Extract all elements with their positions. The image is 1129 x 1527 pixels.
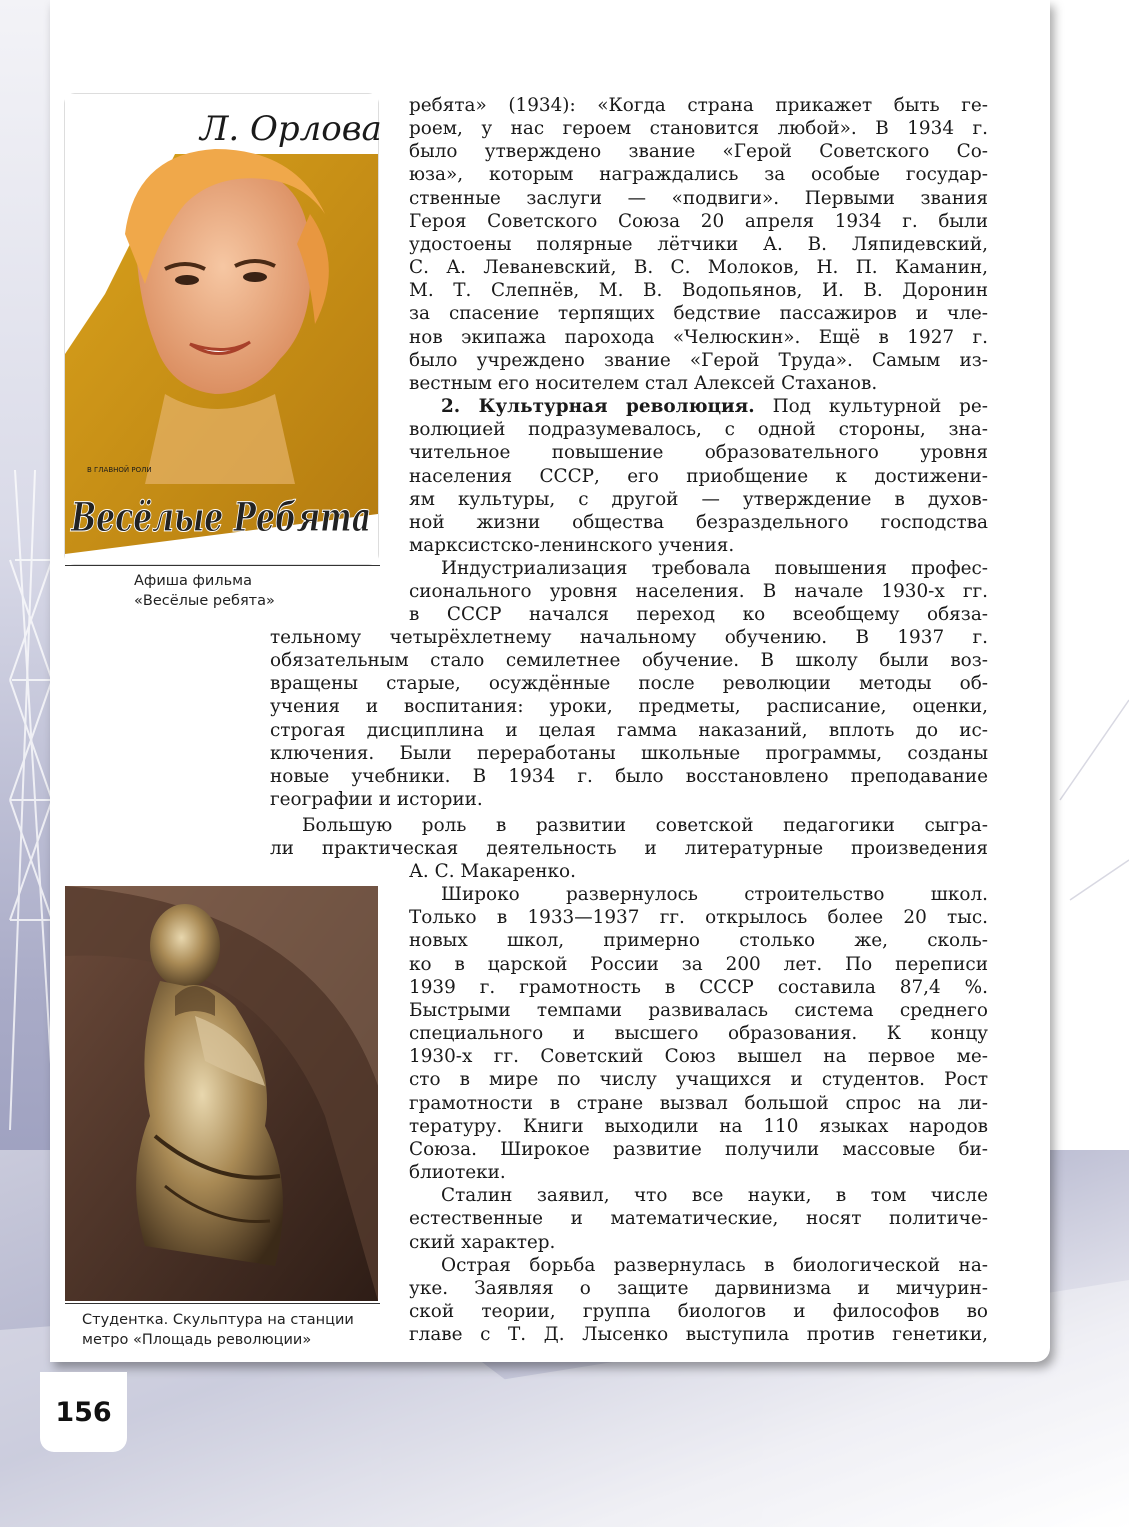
sculpture-photo bbox=[65, 886, 378, 1301]
text-line: нов экипажа парохода «Челюскин». Ещё в 1927 г. bbox=[409, 326, 988, 348]
text-line: Героя Советского Союза 20 апреля 1934 г. были bbox=[409, 210, 988, 232]
text-line: в СССР начался переход ко всеобщему обяза- bbox=[409, 604, 988, 626]
text-line: грамотности в стране вызвал большой спрос на ли- bbox=[409, 1092, 988, 1114]
text-line: блиотеки. bbox=[409, 1162, 506, 1184]
sculpture-caption-divider bbox=[65, 1303, 380, 1304]
text-line: Союза. Широкое развитие получили массовые би- bbox=[409, 1138, 988, 1160]
text-line: 1930-х гг. Советский Союз вышел на первое ме- bbox=[409, 1046, 988, 1068]
poster-top-text: Л. Орлова bbox=[200, 109, 382, 149]
text-line: было утверждено звание «Герой Советского Со- bbox=[409, 141, 988, 163]
text-line: волюцией подразумевалось, с одной стороны, зна- bbox=[409, 419, 988, 441]
section-heading: 2. Культурная революция. bbox=[441, 396, 755, 418]
film-poster bbox=[65, 94, 382, 564]
section-heading-line bbox=[409, 395, 988, 418]
text-line: ной жизни общества безраздельного господства bbox=[409, 511, 988, 533]
text-line: ребята» (1934): «Когда страна прикажет быть ге- bbox=[409, 95, 988, 116]
text-line: естественные и математические, носят политиче- bbox=[409, 1208, 988, 1230]
text-block-pedagogy bbox=[270, 814, 988, 860]
text-line: учения и воспитания: уроки, предметы, расписание, оценки, bbox=[270, 696, 988, 718]
text-line: ко в царской России за 200 лет. По переписи bbox=[409, 953, 988, 975]
text-line: ственные заслуги — «подвиги». Первыми звания bbox=[409, 187, 988, 209]
page-number: 156 bbox=[40, 1372, 127, 1452]
text-line: новых школ, примерно столько же, сколь- bbox=[409, 930, 988, 952]
text-line: ли практическая деятельность и литературные произведения bbox=[270, 838, 988, 860]
poster-caption bbox=[134, 571, 275, 611]
text-line: главе с Т. Д. Лысенко выступила против генетики, bbox=[409, 1324, 988, 1346]
poster-caption-line2: «Весёлые ребята» bbox=[134, 593, 275, 609]
text-line: вестным его носителем стал Алексей Стаханов. bbox=[409, 372, 878, 394]
text-line: тературу. Книги выходили на 110 языках народов bbox=[409, 1115, 988, 1137]
text-line: Только в 1933—1937 гг. открылось более 20 тыс. bbox=[409, 907, 988, 929]
text-line: С. А. Леваневский, В. С. Молоков, Н. П. Каманин, bbox=[409, 257, 988, 279]
text-line: ской теории, группа биологов и философов во bbox=[409, 1300, 988, 1322]
text-line: было учреждено звание «Герой Труда». Самым из- bbox=[409, 349, 988, 371]
text-block-education bbox=[270, 626, 988, 811]
text-line: ский характер. bbox=[409, 1231, 556, 1253]
text-line: за спасение терпящих бедствие пассажиров и чле- bbox=[409, 303, 988, 325]
text-line: сто в мире по числу учащихся и студентов. Рост bbox=[409, 1069, 988, 1091]
text-line: Индустриализация требовала повышения профес- bbox=[441, 558, 988, 580]
text-line: юза», которым награждались за особые государ- bbox=[409, 164, 988, 186]
sculpture-caption-line1: Студентка. Скульптура на станции bbox=[82, 1312, 354, 1328]
poster-small-text: В ГЛАВНОЙ РОЛИ bbox=[87, 466, 152, 474]
text-line: сионального уровня населения. В начале 1930-х гг. bbox=[409, 581, 988, 603]
text-line: ключения. Были переработаны школьные программы, созданы bbox=[270, 742, 988, 764]
text-block-hero-titles bbox=[409, 94, 988, 627]
text-line: новые учебники. В 1934 г. было восстановлено преподавание bbox=[270, 765, 988, 787]
text-line: чительное повышение образовательного уровня bbox=[409, 442, 988, 464]
poster-caption-divider bbox=[65, 565, 380, 566]
sculpture-caption-line2: метро «Площадь революции» bbox=[82, 1332, 312, 1348]
text-line: Широко развернулось строительство школ. bbox=[441, 884, 988, 906]
text-line: Большую роль в развитии советской педагогики сыгра- bbox=[302, 815, 988, 836]
text-line: Быстрыми темпами развивалась система среднего bbox=[409, 999, 988, 1021]
text-fragment: Под культурной ре- bbox=[772, 396, 988, 418]
text-line: строгая дисциплина и целая гамма наказаний, вплоть до ис- bbox=[270, 719, 988, 741]
text-line: населения СССР, его приобщение к достижени- bbox=[409, 465, 988, 487]
text-line: М. Т. Слепнёв, М. В. Водопьянов, И. В. Доронин bbox=[409, 280, 988, 302]
text-line: географии и истории. bbox=[270, 789, 483, 811]
text-line: уке. Заявляя о защите дарвинизма и мичурин- bbox=[409, 1277, 988, 1299]
text-line: марксистско-ленинского учения. bbox=[409, 534, 735, 556]
text-line: ям культуры, с другой — утверждение в духов- bbox=[409, 488, 988, 510]
poster-caption-line1: Афиша фильма bbox=[134, 573, 252, 589]
text-line: Острая борьба развернулась в биологической на- bbox=[441, 1254, 988, 1276]
text-line: Сталин заявил, что все науки, в том числе bbox=[441, 1185, 988, 1207]
poster-illustration bbox=[65, 94, 382, 564]
text-line: удостоены полярные лётчики А. В. Ляпидевский, bbox=[409, 233, 988, 255]
text-line: специального и высшего образования. К концу bbox=[409, 1023, 988, 1045]
text-line: вращены старые, осуждённые после революции методы об- bbox=[270, 673, 988, 695]
text-line: 1939 г. грамотность в СССР составила 87,4 %. bbox=[409, 976, 988, 998]
text-line: роем, у нас героем становится любой». В 1934 г. bbox=[409, 118, 988, 140]
text-line: А. С. Макаренко. bbox=[409, 861, 576, 882]
text-line: обязательным стало семилетнее обучение. В школу были воз- bbox=[270, 650, 988, 672]
poster-title-text: Весёлые Ребята bbox=[70, 494, 372, 541]
text-line: тельному четырёхлетнему начальному обучению. В 1937 г. bbox=[270, 627, 988, 648]
sculpture-caption bbox=[82, 1310, 354, 1350]
text-block-schools-science bbox=[409, 860, 988, 1346]
sculpture-illustration bbox=[65, 886, 378, 1301]
